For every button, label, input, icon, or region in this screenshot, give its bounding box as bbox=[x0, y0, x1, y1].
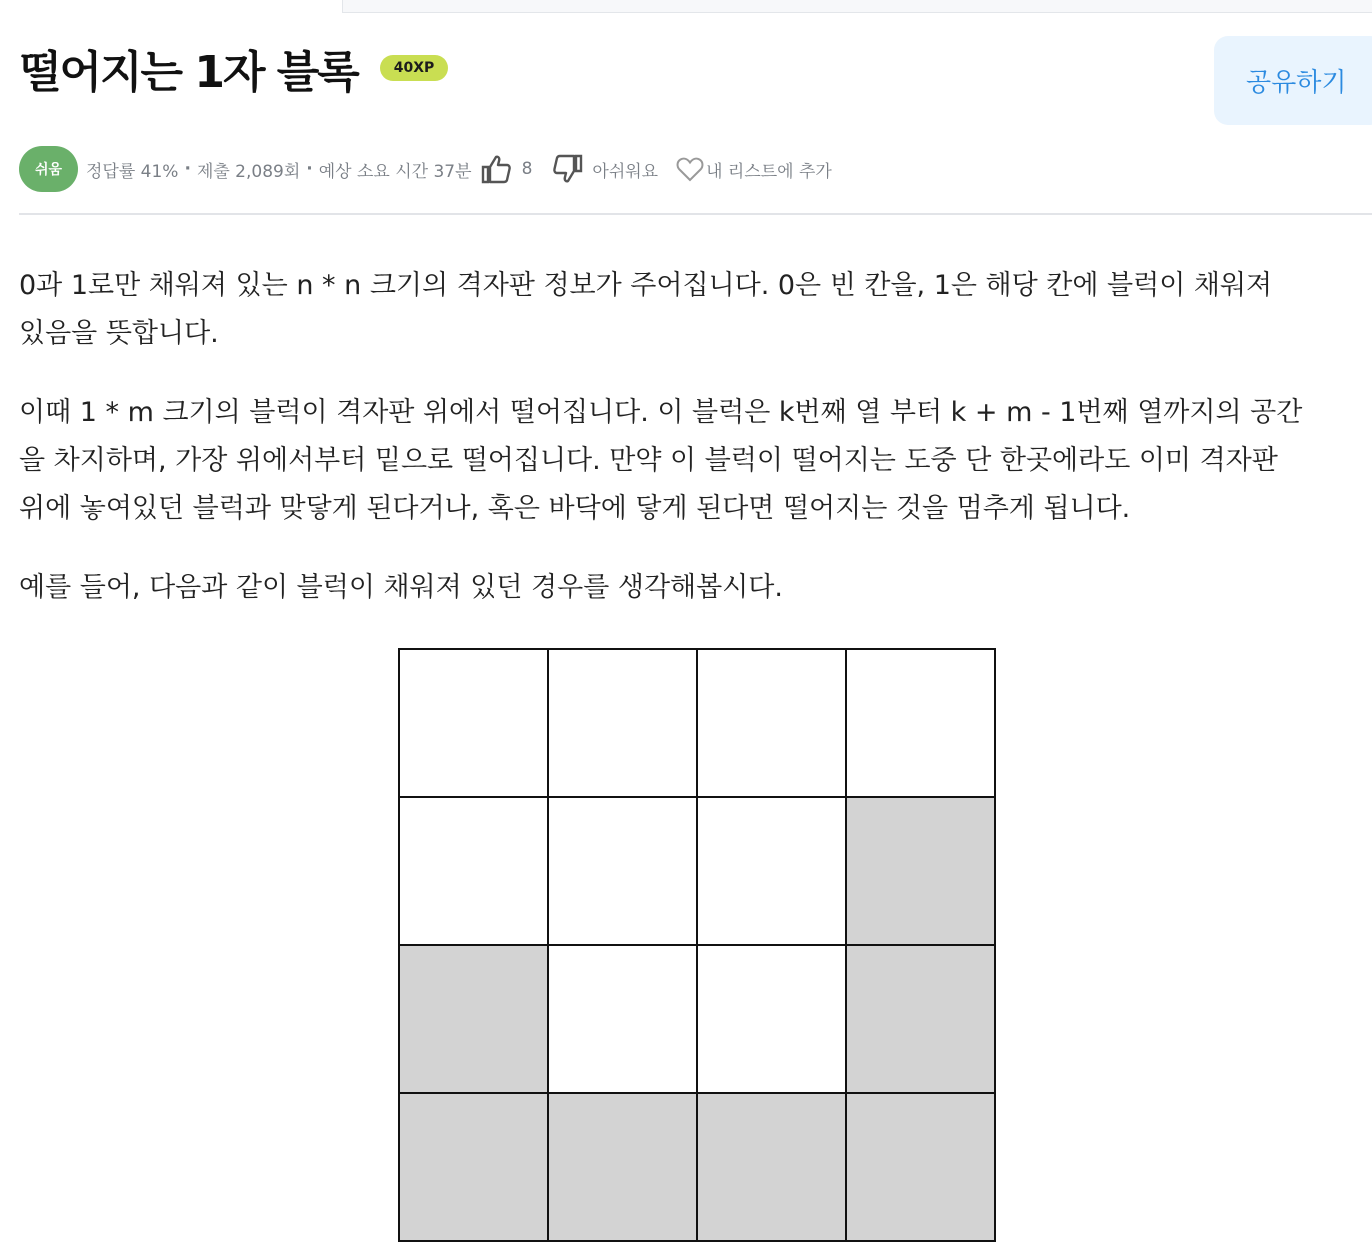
grid-cell-empty bbox=[548, 945, 697, 1093]
grid-cell-filled bbox=[548, 1093, 697, 1241]
thumbs-up-icon bbox=[480, 154, 512, 184]
dislike-button[interactable] bbox=[552, 154, 658, 184]
grid-cell-filled bbox=[846, 945, 995, 1093]
problem-description bbox=[19, 262, 1372, 643]
description-paragraph-3: 예를 들어, 다음과 같이 블럭이 채워져 있던 경우를 생각해봅시다. bbox=[19, 572, 783, 603]
grid-cell-filled bbox=[846, 1093, 995, 1241]
grid-cell-filled bbox=[399, 945, 548, 1093]
submission-count: 제출 2,089회 bbox=[196, 161, 301, 182]
grid-cell-empty bbox=[697, 945, 846, 1093]
grid-cell-empty bbox=[548, 797, 697, 945]
grid-row bbox=[399, 1093, 995, 1241]
separator-dot: · bbox=[184, 159, 191, 179]
description-paragraph-2: 이때 1 * m 크기의 블럭이 격자판 위에서 떨어집니다. 이 블럭은 k번째 열 부터 k + m - 1번째 열까지의 공간 을 차지하며, 가장 위에서부터 밑으로 떨어집니다. 만약 이 블럭이 떨어지는 도중 단 한곳에라도 이미 격자판 위에 놓여있던 블럭과 맞닿게 된다거나, 혹은 바닥에 닿게 된다면 떨어지는 것을 멈추게 됩니다. bbox=[19, 397, 1303, 524]
grid-cell-empty bbox=[399, 797, 548, 945]
grid-cell-filled bbox=[697, 1093, 846, 1241]
share-button[interactable]: 공유하기 bbox=[1214, 36, 1372, 125]
add-to-list-label: 내 리스트에 추가 bbox=[706, 161, 832, 182]
estimated-time: 예상 소요 시간 37분 bbox=[318, 161, 472, 182]
top-bar bbox=[342, 0, 1372, 13]
like-count: 8 bbox=[521, 159, 533, 179]
grid-cell-filled bbox=[399, 1093, 548, 1241]
dislike-label: 아쉬워요 bbox=[592, 161, 659, 182]
grid-cell-empty bbox=[846, 649, 995, 797]
heart-icon bbox=[676, 156, 704, 182]
description-paragraph-1: 0과 1로만 채워져 있는 n * n 크기의 격자판 정보가 주어집니다. 0은 빈 칸을, 1은 해당 칸에 블럭이 채워져 있음을 뜻합니다. bbox=[19, 270, 1273, 349]
page-title: 떨어지는 1자 블록 bbox=[19, 47, 358, 98]
difficulty-badge: 쉬움 bbox=[19, 146, 78, 192]
separator-dot: · bbox=[306, 159, 313, 179]
problem-meta bbox=[19, 146, 832, 192]
add-to-list-button[interactable] bbox=[676, 156, 832, 182]
grid-row bbox=[399, 945, 995, 1093]
title-row bbox=[19, 36, 448, 100]
thumbs-down-icon bbox=[552, 154, 584, 184]
grid-row bbox=[399, 649, 995, 797]
grid-cell-filled bbox=[846, 797, 995, 945]
divider bbox=[19, 213, 1372, 215]
example-grid bbox=[398, 648, 996, 1242]
like-button[interactable] bbox=[480, 154, 533, 184]
grid-row bbox=[399, 797, 995, 945]
xp-badge: 40XP bbox=[380, 55, 449, 81]
grid-cell-empty bbox=[697, 797, 846, 945]
accuracy-rate: 정답률 41% bbox=[86, 161, 179, 182]
grid-cell-empty bbox=[548, 649, 697, 797]
grid-cell-empty bbox=[697, 649, 846, 797]
grid-cell-empty bbox=[399, 649, 548, 797]
